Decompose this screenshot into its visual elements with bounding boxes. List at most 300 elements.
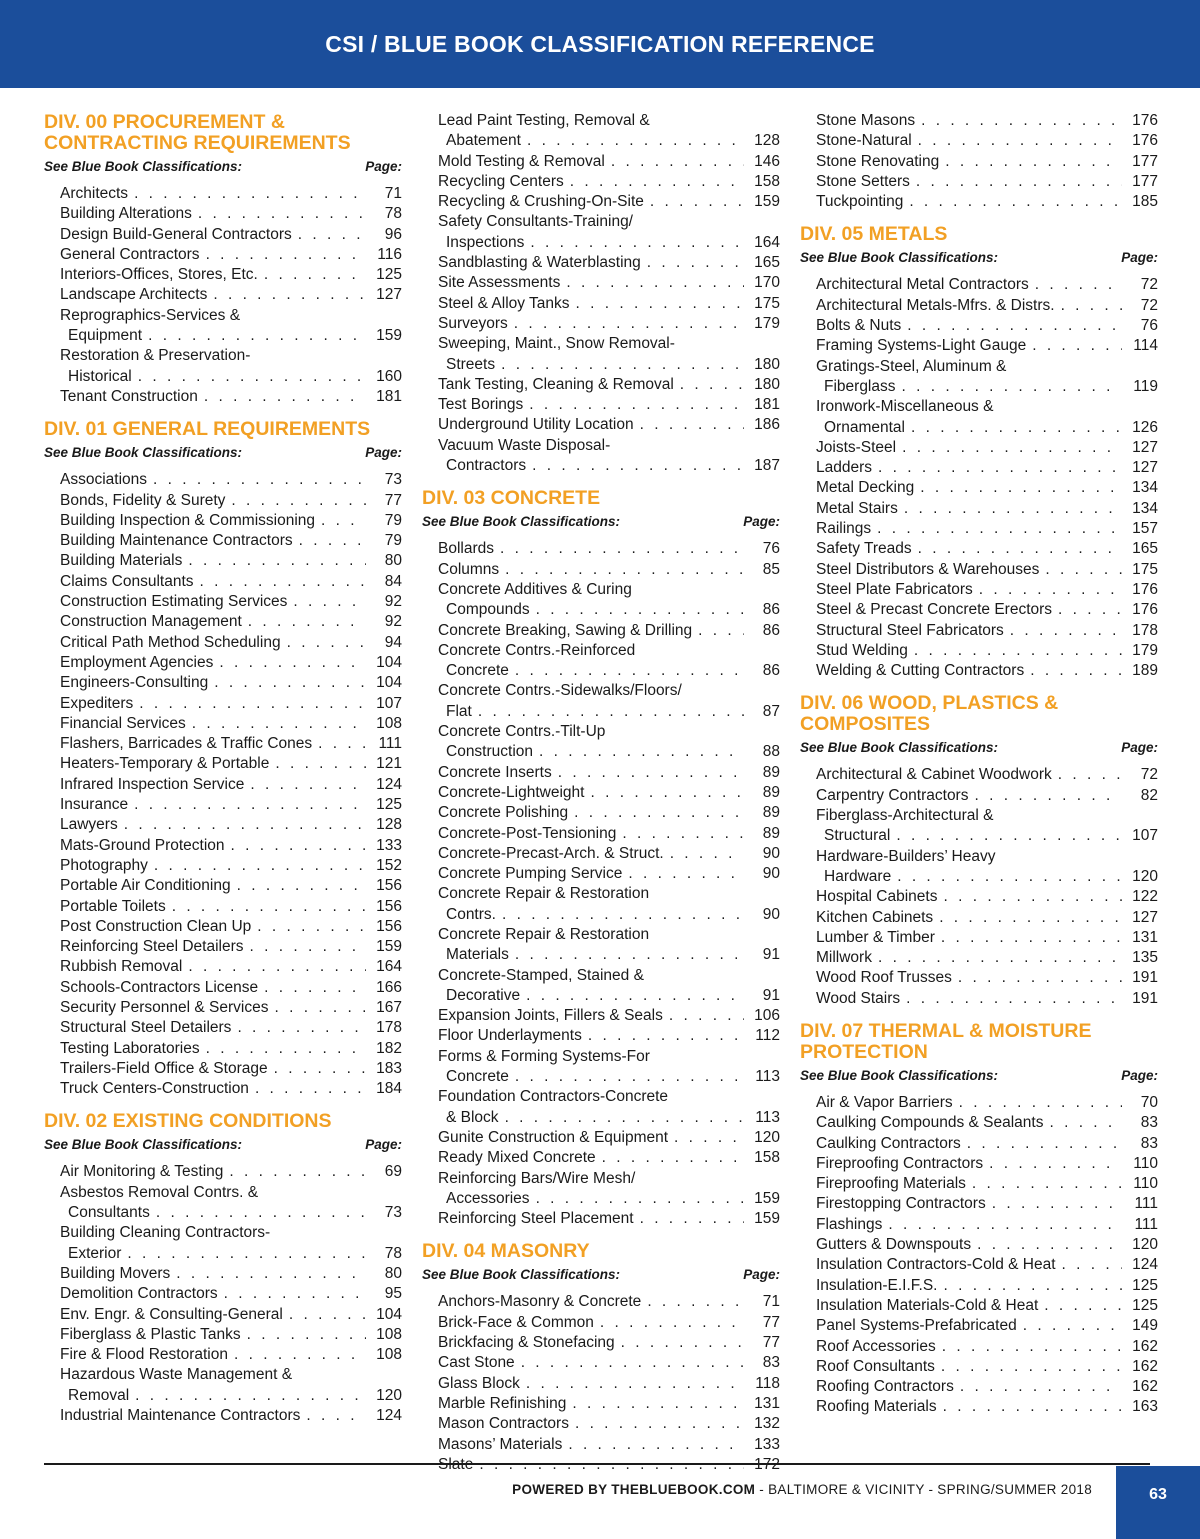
entry-label: Concrete-Precast-Arch. & Struct. xyxy=(438,844,664,862)
classification-entry xyxy=(800,765,1158,785)
classification-entry xyxy=(422,1313,780,1333)
entry-label: Concrete Pumping Service xyxy=(438,865,623,883)
entry-label: Hazardous Waste Management & xyxy=(60,1366,293,1384)
entry-page-number: 146 xyxy=(754,152,780,170)
entry-label: Wood Roof Trusses xyxy=(816,969,952,987)
page-number-box xyxy=(1116,1466,1200,1539)
leader-dots xyxy=(670,844,744,864)
leader-dots xyxy=(904,499,1122,519)
division-title: DIV. 03 CONCRETE xyxy=(422,487,601,510)
classification-entry xyxy=(44,836,402,856)
leader-dots xyxy=(888,1215,1122,1235)
classification-entry xyxy=(44,673,402,693)
entry-label: Caulking Contractors xyxy=(816,1134,961,1152)
leader-dots xyxy=(257,917,366,937)
classification-entry xyxy=(422,152,780,172)
classification-entry xyxy=(800,968,1158,988)
entry-label: Stud Welding xyxy=(816,641,908,659)
classification-entry xyxy=(800,172,1158,192)
entry-page-number: 158 xyxy=(754,1149,780,1167)
classification-entry xyxy=(800,847,1158,888)
entry-label: Concrete Additives & Curing xyxy=(438,580,632,598)
leader-dots xyxy=(134,184,366,204)
classification-entry xyxy=(44,387,402,407)
leader-dots xyxy=(1058,600,1122,620)
entry-page-number: 179 xyxy=(754,314,780,332)
entry-label: Heaters-Temporary & Portable xyxy=(60,755,270,773)
leader-dots xyxy=(204,387,366,407)
classification-entry xyxy=(44,265,402,285)
classification-entry xyxy=(422,722,780,763)
leader-dots xyxy=(539,742,744,762)
entry-page-number: 134 xyxy=(1132,499,1158,517)
entry-page-number: 85 xyxy=(762,560,780,578)
page-number: 63 xyxy=(1149,1486,1167,1503)
classification-entry xyxy=(800,1235,1158,1255)
entry-page-number: 165 xyxy=(1132,540,1158,558)
leader-dots xyxy=(515,661,744,681)
leader-dots xyxy=(650,192,744,212)
entry-page-number: 83 xyxy=(762,1354,780,1372)
entry-label: Concrete Repair & Restoration xyxy=(438,885,650,903)
division-title: DIV. 05 METALS xyxy=(800,223,948,246)
entry-page-number: 111 xyxy=(378,735,402,753)
entry-label: Concrete Contrs.-Tilt-Up xyxy=(438,723,606,741)
entry-page-number: 116 xyxy=(377,245,402,263)
leader-dots xyxy=(1045,560,1122,580)
division-title: DIV. 06 WOOD, PLASTICS & COMPOSITES xyxy=(800,692,1059,736)
classification-entry xyxy=(422,763,780,783)
leader-dots xyxy=(500,539,744,559)
leader-dots xyxy=(135,1386,366,1406)
entry-label: Vacuum Waste Disposal- xyxy=(438,436,611,454)
entry-label-continuation: Construction xyxy=(446,743,534,761)
entry-label: Associations xyxy=(60,471,148,489)
entry-page-number: 87 xyxy=(762,702,780,720)
entry-label: Concrete Contrs.-Sidewalks/Floors/ xyxy=(438,682,682,700)
entry-label: Restoration & Preservation- xyxy=(60,347,251,365)
classification-entry xyxy=(422,415,780,435)
leader-dots xyxy=(527,131,744,151)
classification-entry xyxy=(422,1374,780,1394)
leader-dots xyxy=(680,375,744,395)
entry-label: Panel Systems-Prefabricated xyxy=(816,1317,1017,1335)
entry-label: Stone Masons xyxy=(816,112,916,129)
leader-dots xyxy=(897,867,1122,887)
classification-entry xyxy=(44,1305,402,1325)
entry-page-number: 180 xyxy=(754,375,780,393)
entry-label: Building Maintenance Contractors xyxy=(60,532,293,550)
entry-label: Claims Consultants xyxy=(60,572,194,590)
leader-dots xyxy=(289,1305,366,1325)
leader-dots xyxy=(247,1325,366,1345)
entry-page-number: 90 xyxy=(762,905,780,923)
entry-label: Anchors-Masonry & Concrete xyxy=(438,1293,642,1311)
division-section xyxy=(422,111,780,476)
entry-page-number: 106 xyxy=(754,1007,780,1025)
subhead-page-label: Page: xyxy=(365,445,402,461)
leader-dots xyxy=(515,1067,744,1087)
entry-page-number: 69 xyxy=(384,1163,402,1181)
entry-label-continuation: Streets xyxy=(446,355,496,373)
entry-label: Steel Distributors & Warehouses xyxy=(816,560,1040,578)
entry-page-number: 127 xyxy=(376,286,402,304)
leader-dots xyxy=(206,1039,366,1059)
entry-page-number: 128 xyxy=(754,132,780,150)
classification-entry xyxy=(800,806,1158,847)
leader-dots xyxy=(622,824,744,844)
leader-dots xyxy=(224,1284,366,1304)
entry-label: Lead Paint Testing, Removal & xyxy=(438,112,650,129)
classification-entry xyxy=(44,694,402,714)
entry-label: Trailers-Field Office & Storage xyxy=(60,1059,268,1077)
entry-page-number: 121 xyxy=(376,755,402,773)
entry-page-number: 113 xyxy=(755,1068,780,1086)
subhead-classifications-label: See Blue Book Classifications: xyxy=(800,740,999,756)
entry-page-number: 156 xyxy=(376,897,402,915)
subhead-classifications-label: See Blue Book Classifications: xyxy=(422,1267,621,1283)
classification-entry xyxy=(44,1183,402,1224)
entry-label: Asbestos Removal Contrs. & xyxy=(60,1183,259,1201)
entry-label: Site Assessments xyxy=(438,274,561,292)
entry-label: Architectural Metals-Mfrs. & Distrs. xyxy=(816,296,1055,314)
entry-label-continuation: Equipment xyxy=(68,327,143,345)
entry-page-number: 159 xyxy=(754,1210,780,1228)
entry-page-number: 104 xyxy=(376,674,402,692)
entry-page-number: 113 xyxy=(755,1108,780,1126)
leader-dots xyxy=(628,864,744,884)
entry-label: Bonds, Fidelity & Surety xyxy=(60,491,226,509)
leader-dots xyxy=(250,775,366,795)
subhead-classifications-label: See Blue Book Classifications: xyxy=(44,159,243,174)
classification-entry xyxy=(800,1337,1158,1357)
entry-label: Building Materials xyxy=(60,552,183,570)
entry-page-number: 77 xyxy=(384,491,402,509)
entry-label: Carpentry Contractors xyxy=(816,786,969,804)
classification-entry xyxy=(44,917,402,937)
entry-label: Underground Utility Location xyxy=(438,416,634,434)
classification-entry xyxy=(800,397,1158,438)
leader-dots xyxy=(156,1203,366,1223)
classification-entry xyxy=(800,1276,1158,1296)
entry-label: Construction Estimating Services xyxy=(60,593,288,611)
leader-dots xyxy=(590,783,744,803)
entry-label: Insulation Contractors-Cold & Heat xyxy=(816,1256,1056,1274)
entry-label: Portable Air Conditioning xyxy=(60,877,231,895)
entry-page-number: 72 xyxy=(1140,766,1158,784)
entry-page-number: 162 xyxy=(1132,1337,1158,1355)
classification-entry xyxy=(800,152,1158,172)
entry-page-number: 107 xyxy=(1132,827,1158,845)
entry-page-number: 167 xyxy=(376,998,402,1016)
entry-label-continuation: Hardware xyxy=(824,867,892,885)
entry-page-number: 133 xyxy=(754,1435,780,1453)
entry-label: Caulking Compounds & Sealants xyxy=(816,1114,1044,1132)
leader-dots xyxy=(918,131,1122,151)
entry-label: Flashings xyxy=(816,1215,883,1233)
entry-label: Schools-Contractors License xyxy=(60,978,259,996)
leader-dots xyxy=(914,641,1122,661)
subhead-page-label: Page: xyxy=(1121,740,1158,756)
entry-label-continuation: Concrete xyxy=(446,1068,509,1086)
entry-page-number: 77 xyxy=(762,1334,780,1352)
leader-dots xyxy=(1030,661,1122,681)
classification-entry xyxy=(800,580,1158,600)
leader-dots xyxy=(896,826,1122,846)
entry-page-number: 86 xyxy=(762,621,780,639)
leader-dots xyxy=(521,1353,744,1373)
leader-dots xyxy=(566,273,744,293)
classification-entry xyxy=(422,803,780,823)
classification-entry xyxy=(422,560,780,580)
entry-label: Tank Testing, Cleaning & Removal xyxy=(438,375,674,393)
classification-entry xyxy=(44,346,402,387)
classification-entry xyxy=(44,795,402,815)
classification-entry xyxy=(44,1264,402,1284)
entry-page-number: 120 xyxy=(1132,1236,1158,1254)
classification-entry xyxy=(422,436,780,477)
leader-dots xyxy=(943,887,1122,907)
entry-page-number: 159 xyxy=(376,938,402,956)
entry-page-number: 125 xyxy=(376,266,402,284)
entry-page-number: 125 xyxy=(376,796,402,814)
entry-label: Test Borings xyxy=(438,396,524,414)
classification-entry xyxy=(422,783,780,803)
leader-dots xyxy=(532,456,744,476)
entry-page-number: 71 xyxy=(384,185,402,202)
subhead-page-label: Page: xyxy=(743,1267,780,1283)
entry-label: Kitchen Cabinets xyxy=(816,908,934,926)
entry-label: Critical Path Method Scheduling xyxy=(60,633,281,651)
classification-entry xyxy=(422,1047,780,1088)
classification-entry xyxy=(422,1353,780,1373)
leader-dots xyxy=(600,1313,744,1333)
leader-dots xyxy=(139,694,366,714)
classification-entry xyxy=(800,1154,1158,1174)
entry-label: Hardware-Builders’ Heavy xyxy=(816,847,996,865)
leader-dots xyxy=(977,1235,1122,1255)
leader-dots xyxy=(234,1345,366,1365)
entry-page-number: 71 xyxy=(762,1293,780,1311)
division-title: DIV. 07 THERMAL & MOISTURE PROTECTION xyxy=(800,1019,1092,1063)
entry-page-number: 158 xyxy=(754,172,780,190)
entry-label: Fiberglass & Plastic Tanks xyxy=(60,1325,241,1343)
entry-label: Cast Stone xyxy=(438,1354,515,1372)
leader-dots xyxy=(572,1394,744,1414)
entry-page-number: 79 xyxy=(384,511,402,529)
leader-dots xyxy=(1010,621,1122,641)
entry-label-continuation: Contractors xyxy=(446,457,527,475)
entry-label: Tenant Construction xyxy=(60,387,198,405)
classification-entry xyxy=(44,1284,402,1304)
leader-dots xyxy=(255,1079,366,1099)
entry-label: Framing Systems-Light Gauge xyxy=(816,337,1027,355)
classification-entry xyxy=(422,1414,780,1434)
entry-label: Safety Treads xyxy=(816,540,912,558)
classification-entry xyxy=(800,989,1158,1009)
classification-entry xyxy=(422,1026,780,1046)
entry-label: Sandblasting & Waterblasting xyxy=(438,254,641,272)
leader-dots xyxy=(237,876,366,896)
entry-label: Roof Accessories xyxy=(816,1337,936,1355)
entry-label: Truck Centers-Construction xyxy=(60,1080,249,1098)
classification-entry xyxy=(44,225,402,245)
leader-dots xyxy=(1044,1296,1122,1316)
entry-page-number: 118 xyxy=(755,1374,780,1392)
entry-page-number: 111 xyxy=(1134,1215,1158,1233)
leader-dots xyxy=(570,172,744,192)
leader-dots xyxy=(576,294,744,314)
entry-label: Design Build-General Contractors xyxy=(60,225,292,243)
entry-page-number: 134 xyxy=(1132,479,1158,497)
entry-label-continuation: Exterior xyxy=(68,1244,122,1262)
leader-dots xyxy=(529,395,744,415)
entry-label: Surveyors xyxy=(438,314,508,332)
entry-label-continuation: Compounds xyxy=(446,601,530,619)
entry-label: Construction Management xyxy=(60,613,242,631)
classification-subhead xyxy=(44,1137,402,1153)
entry-page-number: 126 xyxy=(1132,418,1158,436)
classification-entry xyxy=(422,273,780,293)
classification-entry xyxy=(44,1325,402,1345)
classification-entry xyxy=(800,1255,1158,1275)
leader-dots xyxy=(958,968,1122,988)
entry-label: Building Alterations xyxy=(60,205,192,223)
leader-dots xyxy=(526,1374,744,1394)
leader-dots xyxy=(172,897,366,917)
leader-dots xyxy=(698,621,744,641)
leader-dots xyxy=(318,734,366,754)
classification-entry xyxy=(44,306,402,347)
entry-page-number: 111 xyxy=(1134,1195,1158,1213)
division-title: DIV. 04 MASONRY xyxy=(422,1240,590,1263)
entry-label: Fireproofing Materials xyxy=(816,1175,966,1193)
classification-entry xyxy=(422,966,780,1007)
entry-label: Foundation Contractors-Concrete xyxy=(438,1088,669,1106)
entry-page-number: 176 xyxy=(1132,580,1158,598)
entry-label-continuation: Structural xyxy=(824,827,891,845)
leader-dots xyxy=(979,580,1122,600)
leader-dots xyxy=(575,1414,744,1434)
entry-page-number: 149 xyxy=(1132,1317,1158,1335)
leader-dots xyxy=(960,1377,1122,1397)
entry-label: Reinforcing Steel Detailers xyxy=(60,938,244,956)
leader-dots xyxy=(206,245,366,265)
classification-subhead xyxy=(44,159,402,175)
entry-page-number: 122 xyxy=(1132,888,1158,906)
classification-entry xyxy=(800,499,1158,519)
classification-entry xyxy=(800,948,1158,968)
leader-dots xyxy=(588,1026,744,1046)
classification-entry xyxy=(422,1292,780,1312)
entry-page-number: 73 xyxy=(384,1204,402,1222)
leader-dots xyxy=(902,438,1122,458)
entry-page-number: 159 xyxy=(754,1189,780,1207)
entry-label-continuation: Removal xyxy=(68,1386,130,1404)
classification-entry xyxy=(800,786,1158,806)
entry-page-number: 170 xyxy=(754,274,780,292)
entry-page-number: 84 xyxy=(384,572,402,590)
classification-entry xyxy=(44,1079,402,1099)
entry-page-number: 125 xyxy=(1132,1276,1158,1294)
entry-label: Recycling Centers xyxy=(438,172,564,190)
entry-label: Masons’ Materials xyxy=(438,1435,563,1453)
entry-page-number: 112 xyxy=(755,1027,780,1045)
subhead-page-label: Page: xyxy=(365,159,402,174)
classification-subhead xyxy=(422,1267,780,1283)
entry-page-number: 176 xyxy=(1132,132,1158,150)
leader-dots xyxy=(138,367,366,387)
column-2 xyxy=(422,111,780,1475)
entry-page-number: 78 xyxy=(384,1244,402,1262)
entry-label: Millwork xyxy=(816,949,872,967)
entry-label: Rubbish Removal xyxy=(60,958,183,976)
classification-entry xyxy=(422,111,780,152)
entry-label: Reprographics-Services & xyxy=(60,306,241,324)
entry-page-number: 73 xyxy=(384,471,402,489)
classification-entry xyxy=(800,1316,1158,1336)
classification-entry xyxy=(44,1365,402,1406)
leader-dots xyxy=(916,172,1122,192)
leader-dots xyxy=(505,560,744,580)
leader-dots xyxy=(188,957,366,977)
entry-label: Stone Renovating xyxy=(816,152,940,170)
entry-label: Insulation Materials-Cold & Heat xyxy=(816,1296,1039,1314)
entry-label: Landscape Architects xyxy=(60,286,208,304)
entry-page-number: 119 xyxy=(1133,377,1158,395)
classification-entry xyxy=(44,245,402,265)
entry-label: Wood Stairs xyxy=(816,989,901,1007)
leader-dots xyxy=(478,702,744,722)
entry-label: Concrete Polishing xyxy=(438,804,569,822)
entry-label: Interiors-Offices, Stores, Etc. xyxy=(60,266,258,284)
classification-entry xyxy=(800,1134,1158,1154)
entry-label: General Contractors xyxy=(60,245,200,263)
classification-entry xyxy=(44,612,402,632)
leader-dots xyxy=(974,786,1122,806)
entry-label: Flashers, Barricades & Traffic Cones xyxy=(60,735,313,753)
entry-page-number: 175 xyxy=(754,294,780,312)
leader-dots xyxy=(1049,1113,1122,1133)
entry-label: Brickfacing & Stonefacing xyxy=(438,1334,615,1352)
subhead-classifications-label: See Blue Book Classifications: xyxy=(800,1067,999,1083)
entry-label: Stone-Natural xyxy=(816,132,912,150)
entry-label: Forms & Forming Systems-For xyxy=(438,1047,650,1065)
entry-label: Structural Steel Detailers xyxy=(60,1019,232,1037)
entry-page-number: 110 xyxy=(1133,1175,1158,1193)
leader-dots xyxy=(640,415,744,435)
entry-page-number: 92 xyxy=(384,593,402,611)
entry-page-number: 89 xyxy=(762,804,780,822)
entry-page-number: 89 xyxy=(762,824,780,842)
classification-entry xyxy=(800,560,1158,580)
entry-label: Insurance xyxy=(60,796,129,814)
entry-label: Air Monitoring & Testing xyxy=(60,1163,224,1181)
leader-dots xyxy=(942,1337,1122,1357)
entry-page-number: 89 xyxy=(762,763,780,781)
leader-dots xyxy=(198,204,366,224)
entry-label: Steel & Alloy Tanks xyxy=(438,294,570,312)
leader-dots xyxy=(264,978,366,998)
subhead-classifications-label: See Blue Book Classifications: xyxy=(44,1137,243,1153)
subhead-page-label: Page: xyxy=(1121,250,1158,266)
leader-dots xyxy=(907,316,1122,336)
entry-page-number: 164 xyxy=(754,233,780,251)
entry-label: Concrete Breaking, Sawing & Drilling xyxy=(438,621,693,639)
classification-entry xyxy=(44,511,402,531)
classification-entry xyxy=(422,539,780,559)
entry-page-number: 157 xyxy=(1132,520,1158,538)
